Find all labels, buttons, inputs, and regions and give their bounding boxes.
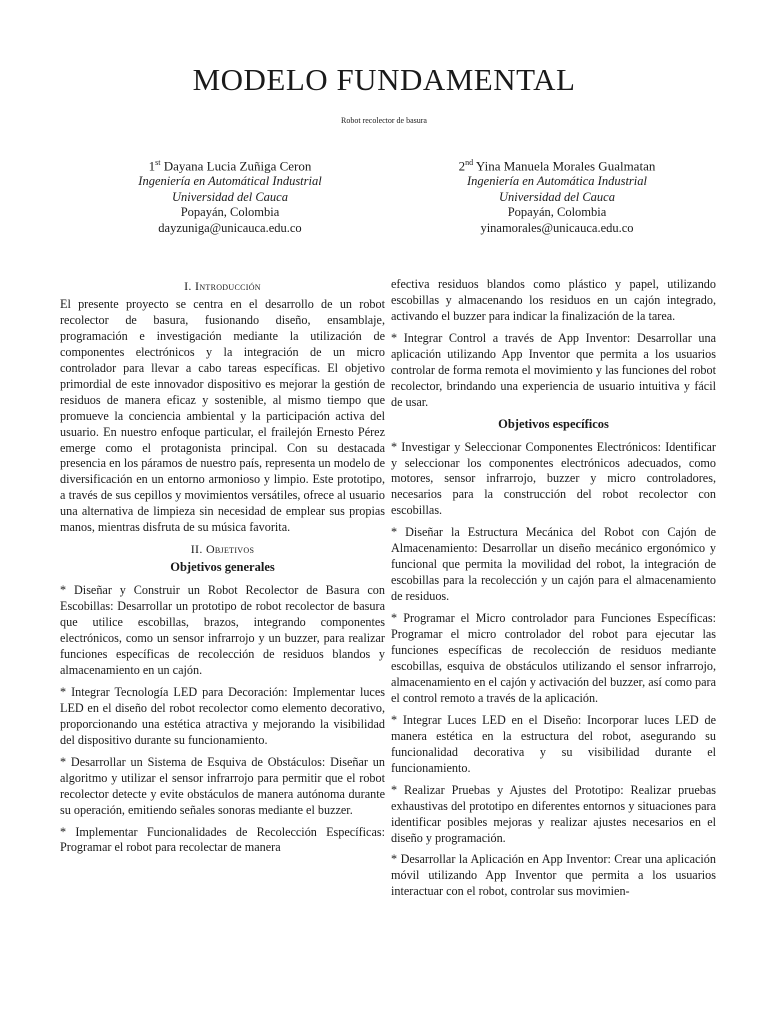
author-organization: Universidad del Cauca (172, 189, 288, 204)
author-name-text: Dayana Lucia Zuñiga Ceron (163, 158, 312, 174)
author-department: Ingeniería en Automática Industrial (467, 173, 647, 188)
objective-item-continued: efectiva residuos blandos como plástico y papel, utilizando escobillas y almacenando los residuos en un cajón integrado, activando el buzzer para indicar la finalización de la tarea. (391, 277, 716, 323)
intro-paragraph: El presente proyecto se centra en el desarrollo de un robot recolector de basura, fusionando diseño, ensamblaje, programación e investigación mediante la utilización de componentes electrónicos y la integración de un micro controlador para llevar a cabo tareas específicas. El objetivo primordial de este innovador dispositivo es mejorar la gestión de residuos de manera eficaz y sostenible, al mismo tiempo que promueve la conciencia ambiental y la participación activa del usuario. En nuestro enfoque particular, el frailejón Ernesto Pérez emerge como el protagonista principal. Con su destacada presencia en los páramos de nuestro país, representa un modelo de diversificación en un entorno armonioso y limpio. Este prototipo, a través de sus cepillos y movimientos versátiles, ofrece al usuario una alternativa de limpieza sin necesidad de emplear sus propias manos, mientras disfruta de su música favorita. (60, 296, 385, 535)
author-block-1 (70, 155, 390, 236)
author-location: Popayán, Colombia (507, 205, 607, 220)
specific-objective-item: * Investigar y Seleccionar Componentes Electrónicos: Identificar y seleccionar los componentes electrónicos adecuados, como motores, sensor infrarrojo, buzzer y micro controladores, necesarios para la construcción del robot recolector con escobillas. (391, 439, 716, 518)
paper-subtitle: Robot recolector de basura (341, 116, 427, 125)
author-organization: Universidad del Cauca (499, 189, 615, 204)
specific-objective-item: * Integrar Luces LED en el Diseño: Incorporar luces LED de manera estética en la estructura del robot, asegurando su funcionalidad decorativa y su visibilidad durante el funcionamiento. (391, 712, 716, 775)
author-ordinal: 2 (458, 158, 466, 174)
objective-item: * Integrar Control a través de App Inventor: Desarrollar una aplicación utilizando App Inventor que permita a los usuarios controlar de forma remota el movimiento y las funciones del robot recolector, brindando una experiencia de usuario intuitiva y fácil de usar. (391, 330, 716, 409)
author-block-2 (397, 155, 717, 236)
specific-objective-item: * Diseñar la Estructura Mecánica del Robot con Cajón de Almacenamiento: Desarrollar un diseño mecánico ergonómico y funcional que permita la movilidad del robot, la integración de escobillas para la recolección y un cajón para el almacenamiento de residuos. (391, 525, 716, 604)
section-heading-introduction: I. Introducción (184, 279, 261, 293)
objective-item: * Integrar Tecnología LED para Decoración: Implementar luces LED en el diseño del robot recolector como elemento decorativo, proporcionando una estética atractiva y mejorando la visibilidad del dispositivo durante su funcionamiento. (60, 684, 385, 747)
author-email: dayzuniga@unicauca.edu.co (158, 220, 302, 235)
author-name (397, 155, 717, 174)
objective-item: * Implementar Funcionalidades de Recolección Específicas: Programar el robot para recolectar de manera (60, 824, 385, 855)
author-location: Popayán, Colombia (180, 205, 280, 220)
author-email: yinamorales@unicauca.edu.co (480, 220, 634, 235)
specific-objective-item: * Realizar Pruebas y Ajustes del Prototipo: Realizar pruebas exhaustivas del prototipo en diferentes entornos y situaciones para identificar posibles mejoras y realizar ajustes necesarios en el diseño y programación. (391, 782, 716, 845)
author-ordinal: 1 (148, 158, 156, 174)
paper-title: MODELO FUNDAMENTAL (192, 62, 576, 97)
subsection-heading-general: Objetivos generales (170, 560, 275, 575)
specific-objective-item: * Programar el Micro controlador para Funciones Específicas: Programar el micro controlador del robot para ejecutar las funciones específicas de recolección de residuos mediante escobillas, esquiva de obstáculos utilizando el sensor infrarrojo, almacenamiento en el cajón y activación del buzzer, así como para el control remoto a través de la aplicación. (391, 611, 716, 705)
subsection-heading-specific: Objetivos específicos (498, 416, 609, 431)
right-column (391, 277, 716, 906)
author-name (70, 155, 390, 174)
objective-item: * Diseñar y Construir un Robot Recolector de Basura con Escobillas: Desarrollar un prototipo de robot recolector de basura que utilice escobillas, brazos, integrando componentes electrónicos, como un sensor infrarrojo y un buzzer, para realizar funciones específicas de recolección de residuos blandos y almacenamiento en un cajón. (60, 583, 385, 677)
author-ordinal-suffix: nd (465, 158, 474, 167)
author-name-text: Yina Manuela Morales Gualmatan (475, 158, 656, 174)
author-ordinal-suffix: st (155, 158, 161, 167)
objective-item: * Desarrollar un Sistema de Esquiva de Obstáculos: Diseñar un algoritmo y utilizar el sensor infrarrojo para permitir que el robot recolector detecte y evite obstáculos de manera autónoma durante su operación, emitiendo señales sonoras mediante el buzzer. (60, 754, 385, 817)
author-department: Ingeniería en Automátical Industrial (138, 173, 322, 188)
section-heading-objectives: II. Objetivos (190, 542, 255, 557)
specific-objective-item: * Desarrollar la Aplicación en App Inventor: Crear una aplicación móvil utilizando App Inventor que permita a los usuarios interactuar con el robot, controlar sus movimien- (391, 852, 716, 899)
left-column (60, 279, 385, 862)
